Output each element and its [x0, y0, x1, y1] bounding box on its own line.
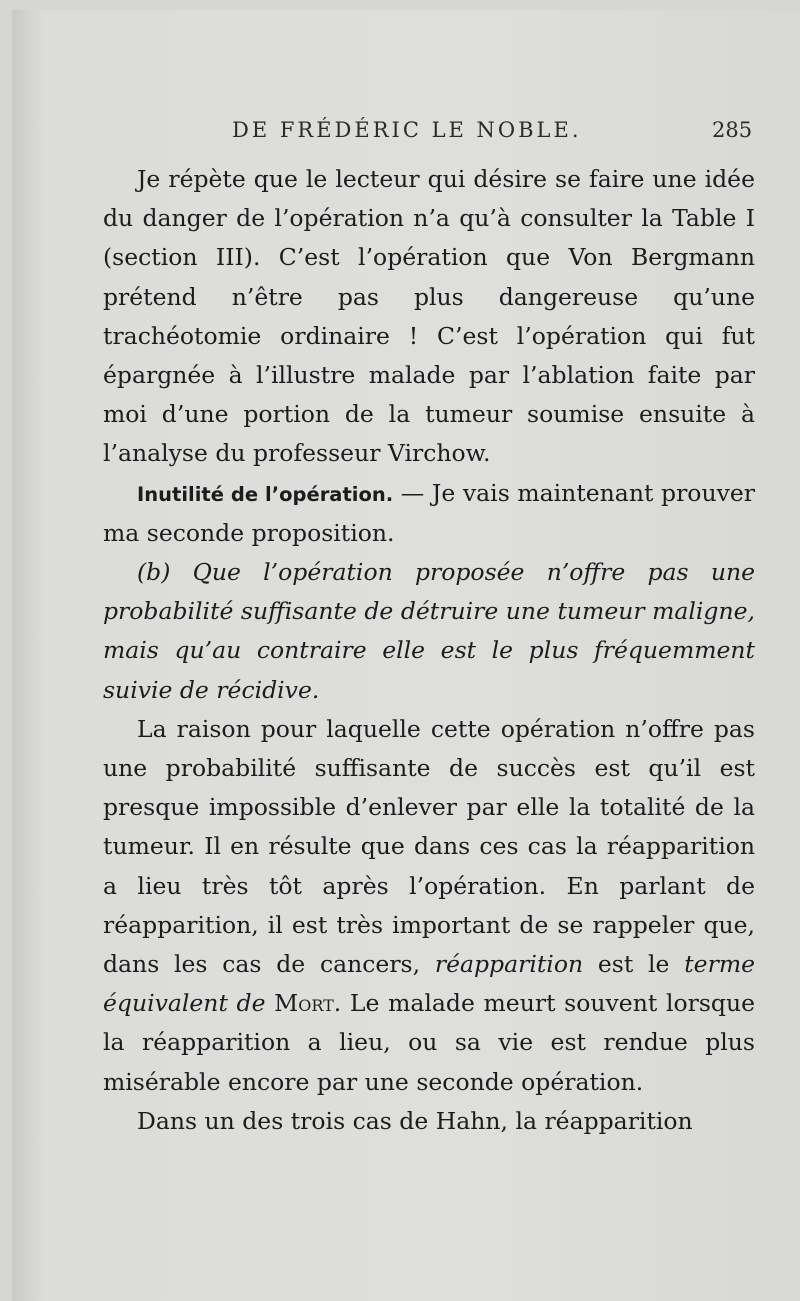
proposition-text: Que l’opération proposée n’offre pas une probabilité suffisante de détruire une tumeur maligne, mais qu’au contraire elle est le plus fréquemment suivie de récidive. — [103, 558, 755, 704]
emphasis-reapparition: réapparition — [434, 950, 584, 979]
paragraph-3 — [103, 553, 755, 710]
emphasis-terme-equivalent: terme équivalent de — [103, 950, 756, 1018]
paragraph-4-text-b: est le — [583, 950, 685, 979]
section-title: Inutilité de l’opération. — [137, 482, 394, 506]
paragraph-2-text: — Je vais maintenant prouver ma seconde proposition. — [103, 478, 756, 547]
paragraph-4 — [103, 710, 755, 1102]
smallcaps-mort: Mort — [274, 989, 334, 1018]
paragraph-1: Je répète que le lecteur qui désire se faire une idée du danger de l’opération n’a qu’à consulter la Table I (section III). C’est l’opération que Von Bergmann prétend n’être pas plus dangereuse qu’une trachéotomie ordinaire ! C’est l’opération qui fut épargnée à l’illustre malade par l’ablation faite par moi d’une portion de la tumeur soumise ensuite à l’analyse du professeur Virchow. — [103, 165, 755, 468]
running-head — [12, 118, 800, 148]
paragraph-4-text-a: La raison pour laquelle cette opération n’offre pas une probabilité suffisante de succès est qu’il est presque impossible d’enlever par elle la totalité de la tumeur. Il en résulte que dans ces cas la réapparition a lieu très tôt après l’opération. En parlant de réapparition, il est très important de se rappeler que, dans les cas de cancers, — [103, 714, 755, 979]
paragraph-4-space — [266, 989, 275, 1017]
paragraph-2 — [103, 474, 755, 553]
page-number: 285 — [712, 118, 753, 142]
running-title: DE FRÉDÉRIC LE NOBLE. — [232, 118, 582, 142]
body-text — [103, 160, 755, 1141]
paragraph-5: Dans un des trois cas de Hahn, la réapparition — [137, 1106, 693, 1135]
proposition-label: (b) — [137, 558, 171, 587]
paragraph-4-text-d: . Le malade meurt souvent lorsque la réapparition a lieu, ou sa vie est rendue plus misérable encore par une seconde opération. — [103, 989, 755, 1096]
